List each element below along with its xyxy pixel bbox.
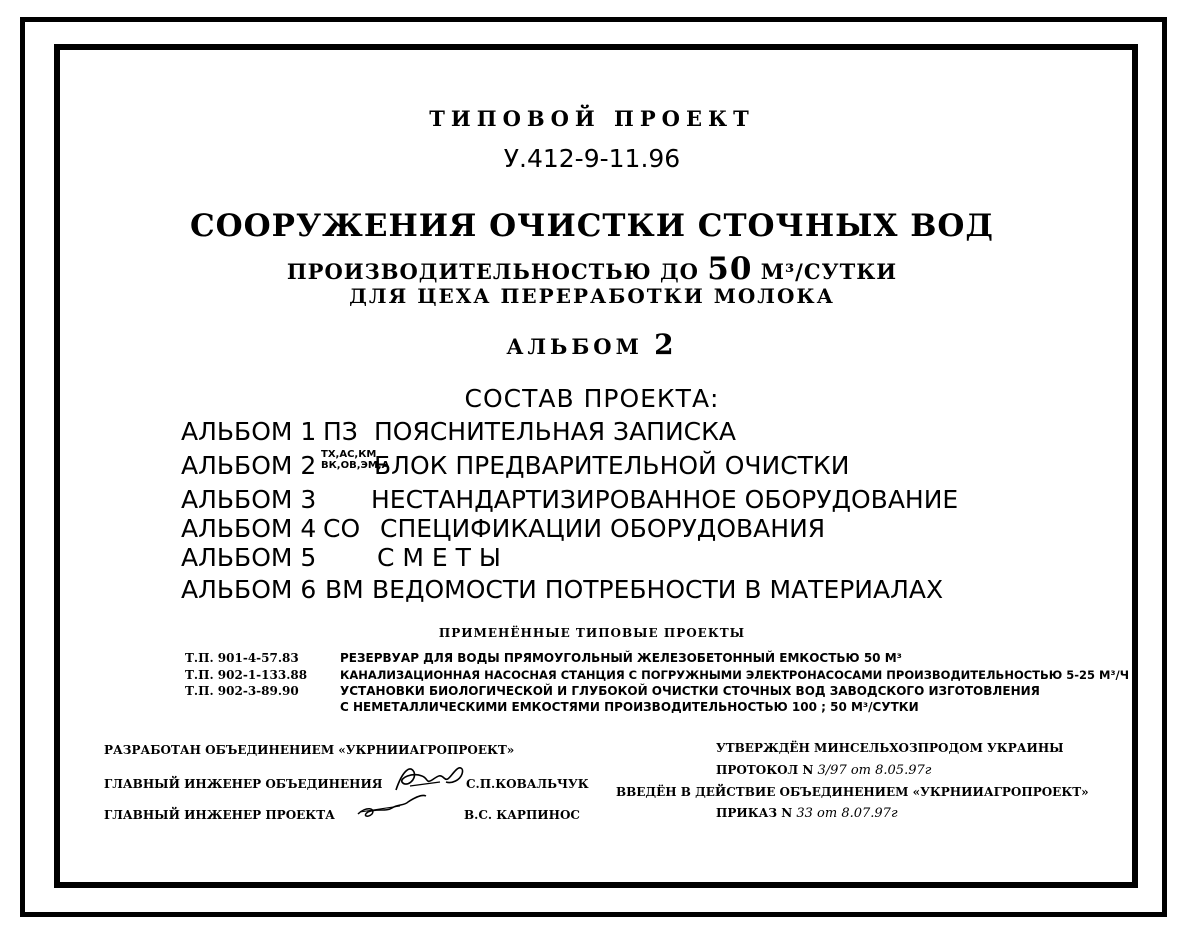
workshop-line: ДЛЯ ЦЕХА ПЕРЕРАБОТКИ МОЛОКА: [349, 284, 835, 308]
album-description: С М Е Т Ы: [377, 543, 501, 572]
order-value: 33 от 8.07.97г: [796, 806, 898, 821]
applied-project-description: УСТАНОВКИ БИОЛОГИЧЕСКОЙ И ГЛУБОКОЙ ОЧИСТКИ СТОЧНЫХ ВОД ЗАВОДСКОГО ИЗГОТОВЛЕНИЯ: [340, 684, 1040, 698]
album-code: ПЗ: [323, 417, 358, 446]
album-code-line-1: ТХ,АС,КМ: [321, 449, 377, 460]
album-label: АЛЬБОМ: [506, 334, 643, 359]
applied-project-description-cont: С НЕМЕТАЛЛИЧЕСКИМИ ЕМКОСТЯМИ ПРОИЗВОДИТЕЛЬНОСТЬЮ 100 ; 50 М³/СУТКИ: [340, 700, 919, 714]
applied-project-code: Т.П. 902-3-89.90: [185, 684, 299, 698]
album-description: БЛОК ПРЕДВАРИТЕЛЬНОЙ ОЧИСТКИ: [374, 451, 850, 480]
capacity-prefix: ПРОИЗВОДИТЕЛЬНОСТЬЮ ДО: [286, 259, 699, 284]
approved-by: УТВЕРЖДЁН МИНСЕЛЬХОЗПРОДОМ УКРАИНЫ: [716, 741, 1064, 755]
applied-project-description: КАНАЛИЗАЦИОННАЯ НАСОСНАЯ СТАНЦИЯ С ПОГРУЖНЫМИ ЭЛЕКТРОНАСОСАМИ ПРОИЗВОДИТЕЛЬНОСТЬЮ 5-25 М³/Ч: [340, 668, 1130, 682]
capacity-value: 50: [707, 251, 753, 287]
album-name: АЛЬБОМ 6: [181, 575, 317, 604]
album-description: СПЕЦИФИКАЦИИ ОБОРУДОВАНИЯ: [380, 514, 826, 543]
main-title: СООРУЖЕНИЯ ОЧИСТКИ СТОЧНЫХ ВОД: [190, 208, 994, 244]
album-code: СО: [323, 514, 361, 543]
album-description: НЕСТАНДАРТИЗИРОВАННОЕ ОБОРУДОВАНИЕ: [371, 485, 959, 514]
album-code-line-2: ВК,ОВ,ЭМ,А: [321, 460, 390, 471]
protocol-label: ПРОТОКОЛ N: [716, 763, 814, 777]
signature-karpinos: [352, 790, 432, 824]
order: [716, 806, 898, 821]
applied-project-code: Т.П. 901-4-57.83: [185, 651, 299, 665]
album-number: 2: [654, 328, 678, 361]
applied-projects-title: ПРИМЕНЁННЫЕ ТИПОВЫЕ ПРОЕКТЫ: [438, 626, 746, 640]
chief-engineer-association-name: С.П.КОВАЛЬЧУК: [466, 777, 589, 791]
album-name: АЛЬБОМ 4: [181, 514, 317, 543]
enacted-by: ВВЕДЁН В ДЕЙСТВИЕ ОБЪЕДИНЕНИЕМ «УКРНИИАГРОПРОЕКТ»: [616, 785, 1089, 799]
album-name: АЛЬБОМ 2: [181, 451, 317, 480]
chief-engineer-project-label: ГЛАВНЫЙ ИНЖЕНЕР ПРОЕКТА: [104, 808, 335, 822]
album-name: АЛЬБОМ 1: [181, 417, 317, 446]
project-code: У.412-9-11.96: [503, 144, 681, 173]
capacity-unit: М³/СУТКИ: [760, 259, 898, 284]
applied-project-code: Т.П. 902-1-133.88: [185, 668, 308, 682]
album-name: АЛЬБОМ 3: [181, 485, 317, 514]
album-line: [0, 328, 1184, 361]
album-name: АЛЬБОМ 5: [181, 543, 317, 572]
chief-engineer-project-name: В.С. КАРПИНОС: [464, 808, 580, 822]
album-description: ВЕДОМОСТИ ПОТРЕБНОСТИ В МАТЕРИАЛАХ: [372, 575, 944, 604]
album-code: ВМ: [325, 575, 364, 604]
capacity-line: [0, 251, 1184, 287]
project-heading: ТИПОВОЙ ПРОЕКТ: [429, 106, 755, 131]
protocol: [716, 763, 931, 778]
album-description: ПОЯСНИТЕЛЬНАЯ ЗАПИСКА: [374, 417, 736, 446]
composition-title: СОСТАВ ПРОЕКТА:: [464, 384, 720, 413]
chief-engineer-association-label: ГЛАВНЫЙ ИНЖЕНЕР ОБЪЕДИНЕНИЯ: [104, 777, 383, 791]
developed-by: РАЗРАБОТАН ОБЪЕДИНЕНИЕМ «УКРНИИАГРОПРОЕКТ»: [104, 743, 515, 757]
order-label: ПРИКАЗ N: [716, 806, 793, 820]
applied-project-description: РЕЗЕРВУАР ДЛЯ ВОДЫ ПРЯМОУГОЛЬНЫЙ ЖЕЛЕЗОБЕТОННЫЙ ЕМКОСТЬЮ 50 М³: [340, 651, 902, 665]
protocol-value: 3/97 от 8.05.97г: [817, 763, 932, 778]
